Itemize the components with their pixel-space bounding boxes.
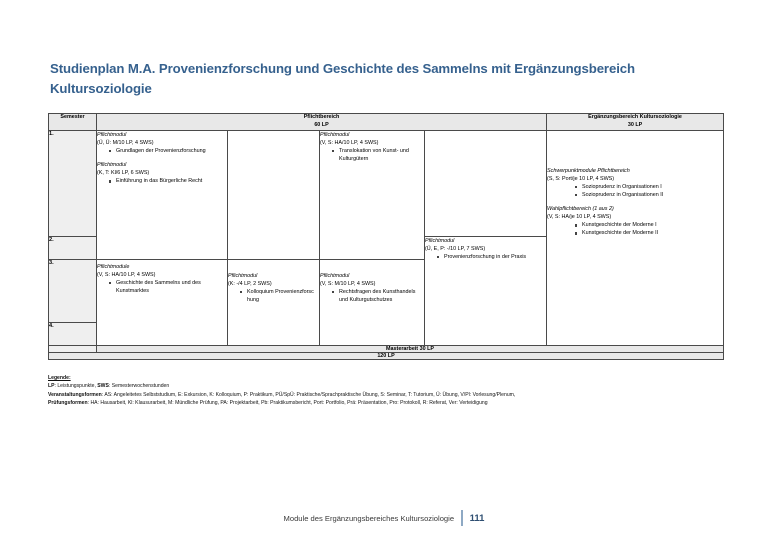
legend-sws-label: SWS [97, 383, 109, 390]
c7-mod1-title: Schwerpunktmodule Pflichtbereich [547, 167, 630, 174]
list-item: Translokation von Kunst- und Kulturgütern [332, 147, 424, 163]
c3-mod1-title: Pflichtmodule [97, 263, 130, 270]
cell-modules-c4 [228, 259, 320, 345]
c6-mod1-code: (Ü, E, P: -/10 LP, 7 SWS) [425, 245, 486, 252]
c1-mod1-items [97, 147, 227, 155]
legend-line-2 [48, 391, 738, 399]
semester-2-label: 2. [49, 236, 97, 259]
header-ergaenzungsbereich-lp: 30 LP [627, 121, 643, 128]
semester-3-label: 3. [49, 259, 97, 322]
list-item: Einführung in das Bürgerliche Recht [109, 177, 227, 185]
c6-mod1-items [425, 253, 546, 261]
list-item: Rechtsfragen des Kunsthandels und Kulturgutschutzes [332, 288, 424, 304]
header-semester: Semester [49, 114, 97, 131]
list-item: Kolloquium Provenienzforsc hung [240, 288, 319, 304]
legend [48, 374, 738, 407]
cell-modules-c2 [320, 130, 425, 259]
header-pflichtbereich [97, 114, 547, 131]
c1-mod1-title: Pflichtmodul [97, 131, 127, 138]
footer-page-number: 111 [469, 512, 485, 524]
list-item: Grundlagen der Provenienzforschung [109, 147, 227, 155]
header-pflichtbereich-label: Pflichtbereich [303, 114, 340, 120]
c4-mod1-code: (K: -/4 LP, 2 SWS) [228, 280, 272, 287]
list-item: Sozioprudenz in Organisationen I [575, 183, 723, 191]
table-row-semester-1 [49, 130, 724, 236]
footer-text: Module des Ergänzungsbereiches Kultursoziologie [283, 513, 455, 523]
legend-line-1 [48, 382, 738, 390]
cell-modules-c6 [425, 236, 547, 345]
c5-mod1-title: Pflichtmodul [320, 272, 350, 279]
c1-mod2-code: (K, T: Kl/6 LP, 6 SWS) [97, 170, 150, 177]
c7-mod1-code: (S, S: Port/je 10 LP, 4 SWS) [547, 175, 615, 182]
c7-mod1-items [547, 183, 723, 199]
study-plan-table [48, 113, 724, 360]
legend-veranstaltungsformen-text: : AS: Angeleitetes Selbststudium, E: Exkursion, K: Kolloquium, P: Praktikum, PÜ/SpÜ: Praktische/Sprachpraktische Übung, S: Seminar, T: Tutorium, Ü: Übung, V/Pl: Vorlesung/Plenum, [101, 391, 516, 398]
c7-mod2-title: Wahlpflichtbereich (1 aus 2) [547, 206, 614, 213]
cell-modules-c7 [547, 130, 724, 345]
c1-mod2-items [97, 177, 227, 185]
cell-modules-c1 [97, 130, 228, 259]
table-row-masterarbeit [49, 345, 724, 352]
c1-mod1-code: (Ü, Ü: M/10 LP, 4 SWS) [97, 139, 154, 146]
masterarbeit-band: Masterarbeit 30 LP [97, 345, 724, 352]
legend-sws-text: : Semesterwochenstunden [108, 383, 170, 390]
c2-mod1-code: (V, S: HA/10 LP, 4 SWS) [320, 139, 379, 146]
c3-mod1-items [97, 279, 227, 295]
cell-modules-c3 [97, 259, 228, 345]
c2-mod1-items [320, 147, 424, 163]
c7-mod2-code: (V, S: HA/je 10 LP, 4 SWS) [547, 214, 612, 221]
legend-line-3 [48, 399, 738, 407]
c5-mod1-code: (V, S: M/10 LP, 4 SWS) [320, 280, 376, 287]
c3-mod1-code: (V, S: HA/10 LP, 4 SWS) [97, 271, 156, 278]
semester-blank-label [49, 345, 97, 352]
page-footer [0, 506, 768, 530]
list-item: Provenienzforschung in der Praxis [437, 253, 546, 261]
c7-mod2-items [547, 221, 723, 237]
legend-veranstaltungsformen-label: Veranstaltungsformen [48, 391, 102, 398]
c1-mod2-title: Pflichtmodul [97, 161, 127, 168]
table-header-row [49, 114, 724, 131]
c4-mod1-items [228, 288, 319, 304]
cell-modules-c5 [320, 259, 425, 345]
table-row-total [49, 352, 724, 359]
legend-pruefungsformen-text: : HA: Hausarbeit, Kl: Klausurarbeit, M: Mündliche Prüfung, PA: Projektarbeit, Pb: Praktikumsbericht, Port: Portfolio, Prä: Präsentation, Pro: Protokoll, R: Referat, Ver: Verteidigung [87, 399, 488, 406]
list-item: Kunstgeschichte der Moderne I [575, 221, 723, 229]
c5-mod1-items [320, 288, 424, 304]
cell-blank-col3-upper [228, 130, 320, 259]
c2-mod1-title: Pflichtmodul [320, 131, 350, 138]
total-lp-band: 120 LP [49, 352, 724, 359]
header-pflichtbereich-lp: 60 LP [314, 121, 329, 128]
list-item: Kunstgeschichte der Moderne II [575, 229, 723, 237]
semester-1-label: 1. [49, 130, 97, 236]
list-item: Geschichte des Sammelns und des Kunstmarktes [109, 279, 227, 295]
semester-4-label: 4. [49, 322, 97, 345]
legend-heading: Legende: [48, 375, 71, 381]
c4-mod1-title: Pflichtmodul [228, 272, 258, 279]
page-title: Studienplan M.A. Provenienzforschung und Geschichte des Sammelns mit Ergänzungsbereich Kultursoziologie [50, 61, 635, 97]
list-item: Sozioprudenz in Organisationen II [575, 191, 723, 199]
header-ergaenzungsbereich [547, 114, 724, 131]
legend-pruefungsformen-label: Prüfungsformen [48, 399, 88, 406]
legend-lp-label: LP [48, 383, 55, 390]
c6-mod1-title: Pflichtmodul [425, 237, 455, 244]
legend-lp-text: : Leistungspunkte, [54, 383, 98, 390]
header-ergaenzungsbereich-label: Ergänzungsbereich Kultursoziologie [588, 114, 682, 120]
cell-blank-col5-upper [425, 130, 547, 236]
